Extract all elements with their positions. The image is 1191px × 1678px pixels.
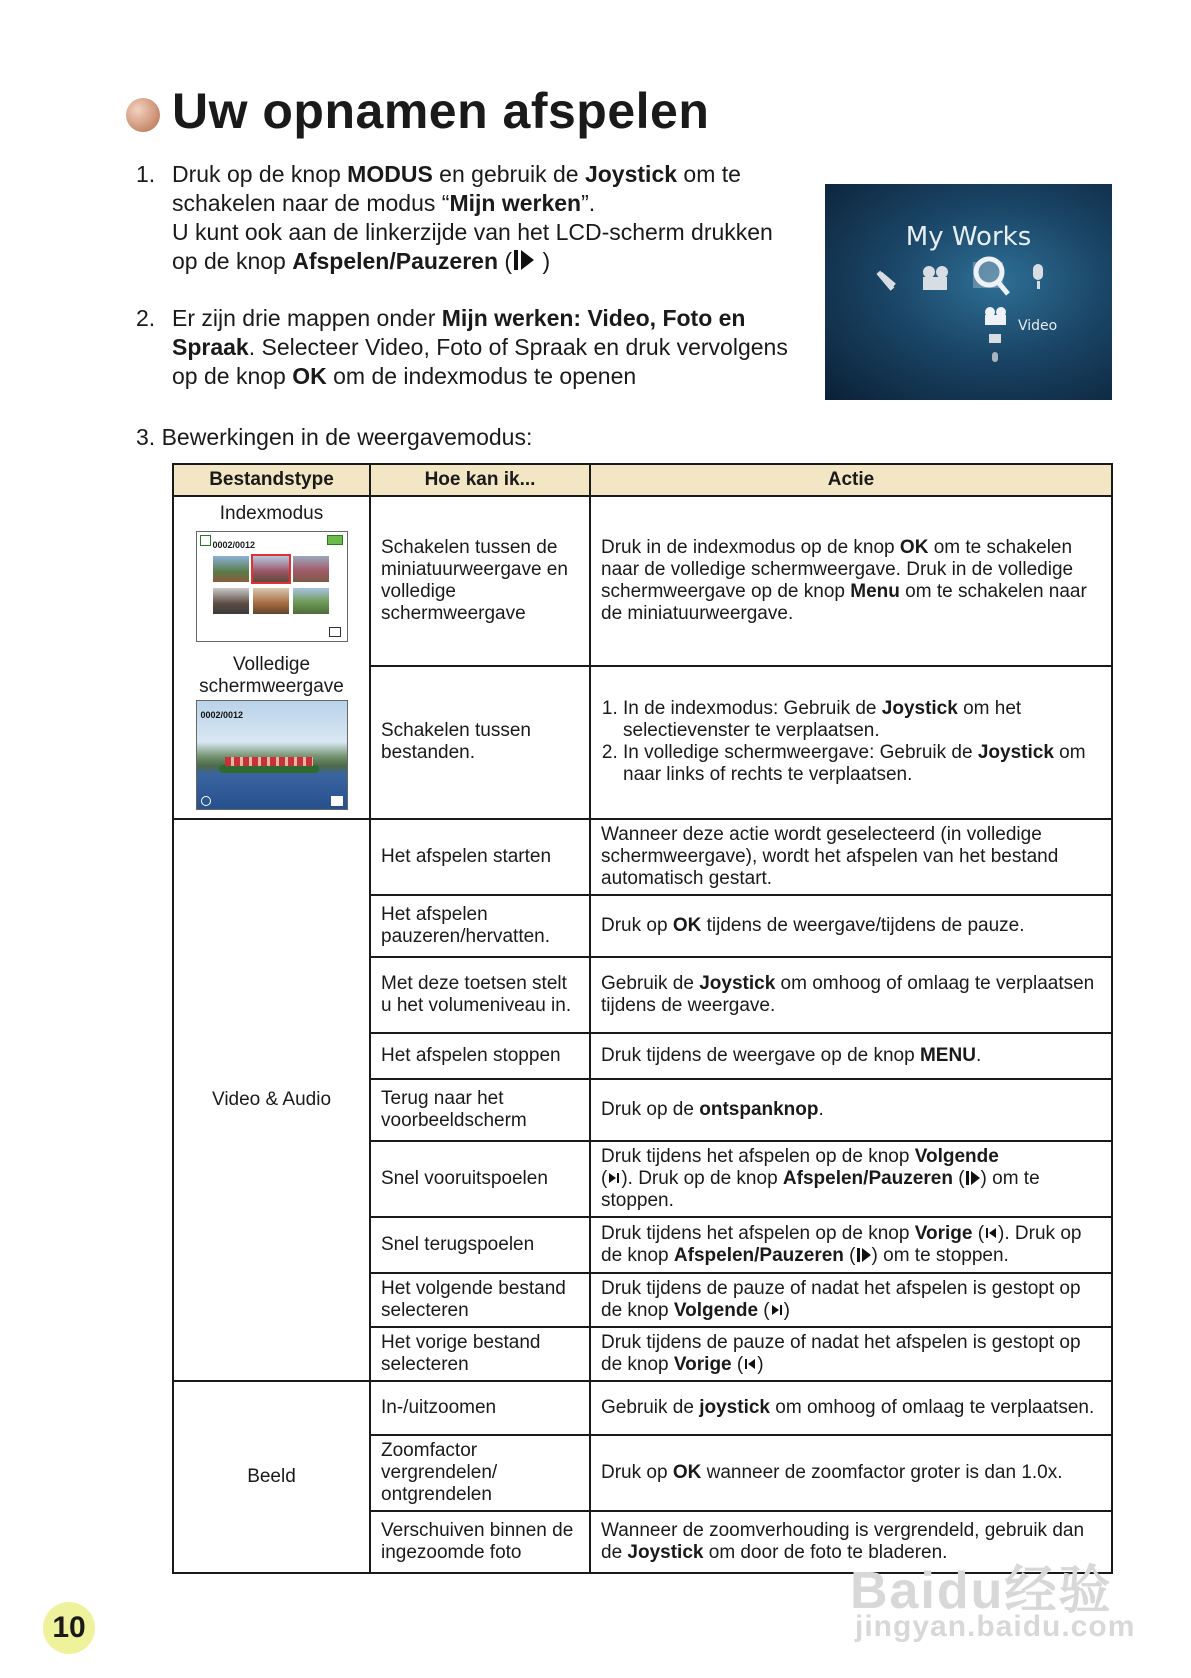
type-cell-video: Video & Audio: [173, 819, 370, 1381]
action-cell: Gebruik de Joystick om omhoog of omlaag te verplaatsen tijdens de weergave.: [590, 957, 1112, 1033]
table-row: [173, 496, 1112, 666]
how-cell: In-/uitzoomen: [370, 1381, 590, 1435]
page-title: Uw opnamen afspelen: [172, 83, 710, 139]
how-cell: Verschuiven binnen de ingezoomde foto: [370, 1511, 590, 1573]
screen-video-label: Video: [1018, 318, 1058, 334]
play-mode-icon: [200, 535, 211, 546]
how-cell: Het afspelen pauzeren/hervatten.: [370, 895, 590, 957]
action-cell: Druk tijdens de pauze of nadat het afspelen is gestopt op de knop Vorige ( ): [590, 1327, 1112, 1381]
step-2: 2. Er zijn drie mappen onder Mijn werken: Video, Foto en Spraak. Selecteer Video, Foto of Spraak en druk vervolgens op de knop OK om de indexmodus te openen: [136, 305, 788, 389]
how-cell: Het volgende bestand selecteren: [370, 1273, 590, 1327]
how-cell: Terug naar het voorbeeldscherm: [370, 1079, 590, 1141]
action-cell: Druk tijdens de weergave op de knop MENU.: [590, 1033, 1112, 1079]
step-1: 1. Druk op de knop MODUS en gebruik de Joystick om te schakelen naar de modus “Mijn werken”. U kunt ook aan de linkerzijde van het LCD-scherm drukken op de knop Afspelen/Pauzeren ( ): [136, 161, 773, 274]
play-pause-icon: [965, 1170, 981, 1186]
action-cell: Druk tijdens de pauze of nadat het afspelen is gestopt op de knop Volgende ( ): [590, 1273, 1112, 1327]
action-cell: Druk in de indexmodus op de knop OK om te schakelen naar de volledige schermweergave. Druk in de volledige schermweergave op de knop Menu om te schakelen naar de miniatuurweergave.: [590, 496, 1112, 666]
next-icon: [607, 1171, 621, 1185]
previous-icon: [743, 1357, 757, 1371]
my-works-screen: [825, 184, 1112, 400]
title-bullet: [126, 98, 160, 132]
type-cell-index: [173, 496, 370, 819]
how-cell: Met deze toetsen stelt u het volumeniveau in.: [370, 957, 590, 1033]
watermark-url: jingyan.baidu.com: [855, 1610, 1136, 1643]
type-cell-image: Beeld: [173, 1381, 370, 1573]
table-row: [173, 819, 1112, 895]
how-cell: Zoomfactor vergrendelen/ ontgrendelen: [370, 1435, 590, 1511]
table-header-row: [173, 464, 1112, 496]
settings-icon: [201, 796, 211, 806]
action-cell: Druk tijdens het afspelen op de knop Volgende ( ). Druk op de knop Afspelen/Pauzeren ( ) om te stoppen.: [590, 1141, 1112, 1217]
full-screen-preview: 0002/0012: [196, 700, 348, 810]
action-cell: [590, 666, 1112, 819]
photo-item-icon: [989, 334, 1001, 343]
screen-title: My Works: [905, 222, 1032, 252]
operations-table: [172, 463, 1113, 1574]
microphone-icon: [1033, 264, 1043, 289]
table-row: [173, 1381, 1112, 1435]
tools-icon: [876, 271, 895, 291]
header-bestandstype: Bestandstype: [173, 464, 370, 496]
voice-item-icon: [992, 352, 998, 362]
memory-card-icon: [329, 627, 341, 637]
action-list-item: 2. In volledige schermweergave: Gebruik de Joystick om naar links of rechts te verplaatsen.: [623, 742, 1101, 786]
header-hoe: Hoe kan ik...: [370, 464, 590, 496]
header-actie: Actie: [590, 464, 1112, 496]
play-pause-icon: [512, 248, 536, 272]
action-cell: Druk tijdens het afspelen op de knop Vorige ( ). Druk op de knop Afspelen/Pauzeren ( ) om te stoppen.: [590, 1217, 1112, 1273]
action-cell: Wanneer deze actie wordt geselecteerd (in volledige schermweergave), wordt het afspelen van het bestand automatisch gestart.: [590, 819, 1112, 895]
action-cell: Druk op OK tijdens de weergave/tijdens de pauze.: [590, 895, 1112, 957]
action-list-item: 1. In de indexmodus: Gebruik de Joystick om het selectievenster te verplaatsen.: [623, 698, 1101, 742]
video-item-icon: [985, 307, 1006, 325]
magnifier-icon: [973, 259, 1008, 294]
how-cell: Het afspelen stoppen: [370, 1033, 590, 1079]
action-cell: Gebruik de joystick om omhoog of omlaag te verplaatsen.: [590, 1381, 1112, 1435]
battery-icon: [327, 535, 343, 545]
how-cell: Het afspelen starten: [370, 819, 590, 895]
screen-menu-icons: [825, 184, 1112, 400]
play-pause-icon: [856, 1247, 872, 1263]
boat-shape: [219, 765, 319, 773]
how-cell: Snel vooruitspoelen: [370, 1141, 590, 1217]
how-cell: Het vorige bestand selecteren: [370, 1327, 590, 1381]
index-thumbnail-preview: 0002/0012: [196, 531, 348, 642]
instruction-steps: [136, 160, 796, 419]
next-icon: [770, 1303, 784, 1317]
watermark-logo: Baidu经验: [850, 1562, 1113, 1620]
camera-icon: [923, 266, 948, 290]
full-screen-label: Volledige schermweergave: [199, 654, 344, 697]
action-cell: Wanneer de zoomverhouding is vergrendeld, gebruik dan de Joystick om door de foto te bladeren.: [590, 1511, 1112, 1573]
index-mode-label: Indexmodus: [219, 503, 324, 524]
previous-icon: [984, 1226, 998, 1240]
action-cell: Druk op OK wanneer de zoomfactor groter is dan 1.0x.: [590, 1435, 1112, 1511]
memory-card-icon: [331, 796, 343, 806]
how-cell: Schakelen tussen de miniatuurweergave en volledige schermweergave: [370, 496, 590, 666]
how-cell: Snel terugspoelen: [370, 1217, 590, 1273]
page-number: 10: [43, 1602, 95, 1654]
how-cell: Schakelen tussen bestanden.: [370, 666, 590, 819]
action-cell: Druk op de ontspanknop.: [590, 1079, 1112, 1141]
step-3: 3. Bewerkingen in de weergavemodus:: [136, 424, 533, 450]
